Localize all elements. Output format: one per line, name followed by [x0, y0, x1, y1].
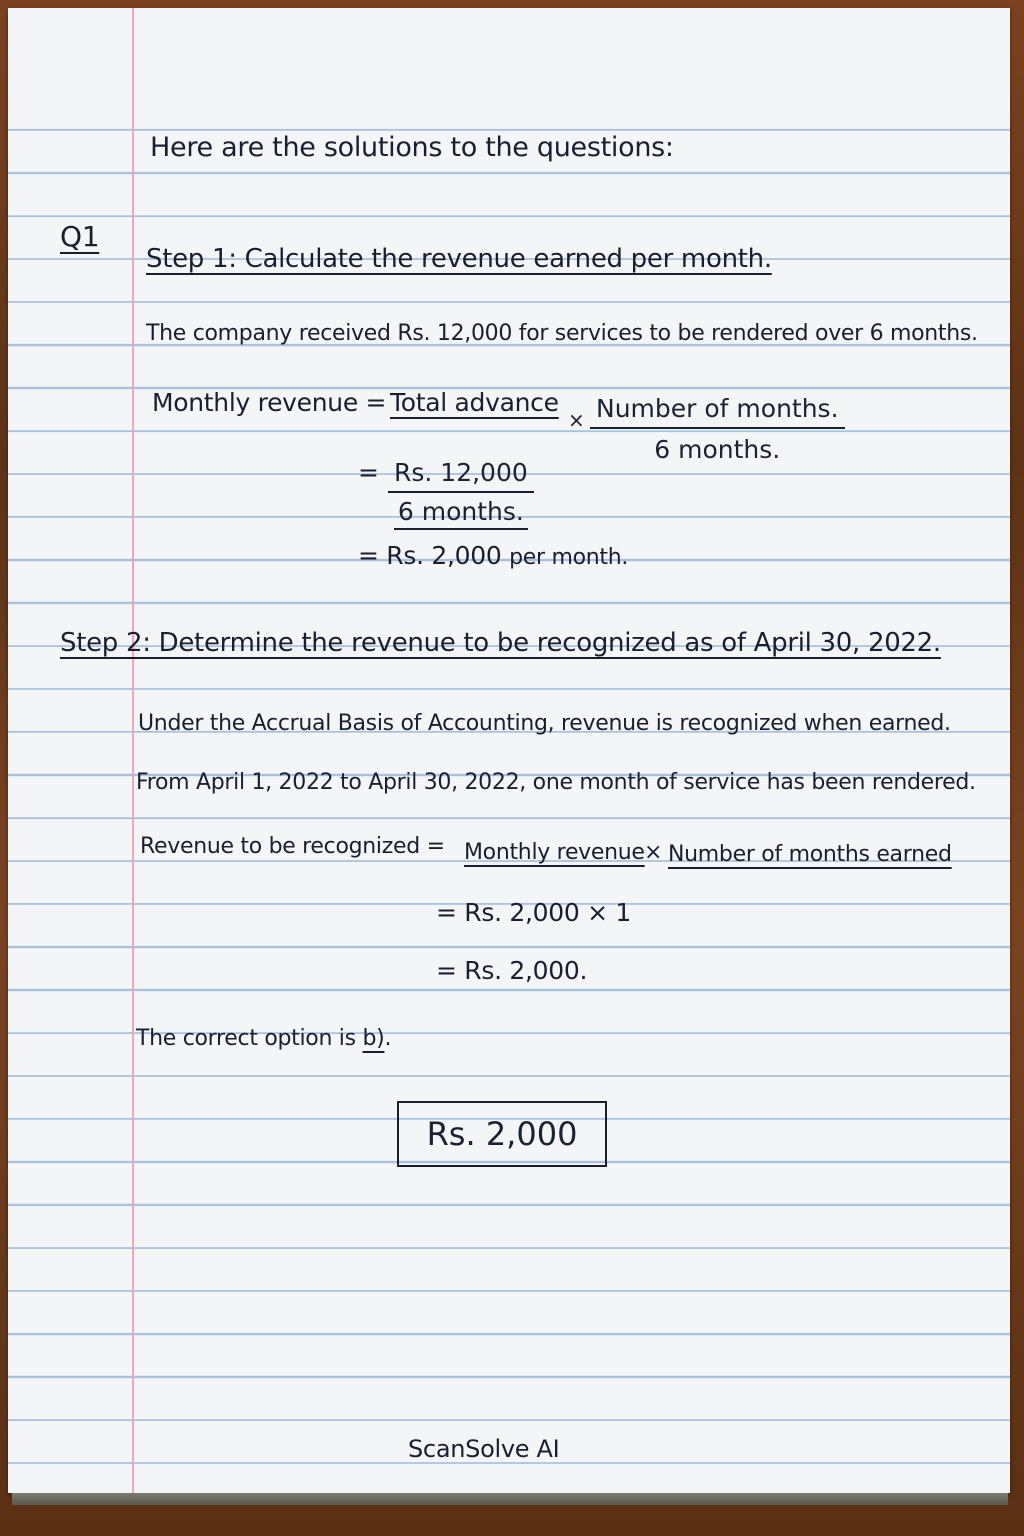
step2-formula-term1: Monthly revenue	[464, 840, 645, 865]
conclusion-option: b)	[362, 1026, 385, 1051]
step2-formula-lhs: Revenue to be recognized =	[140, 834, 445, 859]
step2-times-sign: ×	[644, 840, 663, 865]
step1-formula-lhs: Monthly revenue =	[152, 388, 387, 417]
step1-eq2-numerator: Rs. 12,000	[388, 458, 534, 493]
notebook-paper	[8, 8, 1010, 1493]
conclusion	[136, 1026, 391, 1051]
step1-eq2-sign: =	[358, 458, 379, 487]
step2-eq3: = Rs. 2,000.	[436, 956, 588, 985]
red-margin-line	[132, 8, 134, 1493]
step2-eq2: = Rs. 2,000 × 1	[436, 898, 631, 927]
step1-formula-term1: Total advance	[390, 388, 559, 417]
intro-text: Here are the solutions to the questions:	[150, 132, 674, 163]
step2-formula-term2: Number of months earned	[668, 842, 952, 867]
step1-eq3	[358, 541, 628, 570]
step1-eq2-fraction	[388, 458, 534, 530]
step1-eq3-value: = Rs. 2,000	[358, 541, 502, 570]
conclusion-prefix: The correct option is	[136, 1026, 356, 1051]
step2-heading: Step 2: Determine the revenue to be recognized as of April 30, 2022.	[60, 628, 941, 658]
question-label: Q1	[60, 220, 100, 253]
step1-text: The company received Rs. 12,000 for services to be rendered over 6 months.	[146, 321, 978, 346]
paper-stack-edge	[12, 1493, 1008, 1505]
footer-brand: ScanSolve AI	[408, 1435, 560, 1463]
step1-times-sign: ×	[568, 408, 585, 432]
final-answer: Rs. 2,000	[426, 1115, 578, 1153]
paper-header-area	[8, 8, 1010, 128]
final-answer-box	[397, 1101, 607, 1167]
step2-text2: From April 1, 2022 to April 30, 2022, one month of service has been rendered.	[136, 770, 976, 795]
step1-eq2-denominator: 6 months.	[394, 493, 528, 530]
step1-heading: Step 1: Calculate the revenue earned per month.	[146, 244, 772, 274]
step1-eq3-suffix: per month.	[509, 545, 629, 570]
step2-text1: Under the Accrual Basis of Accounting, revenue is recognized when earned.	[138, 711, 951, 736]
step1-fraction-numerator: Number of months.	[590, 394, 845, 429]
step1-fraction-denominator: 6 months.	[654, 435, 781, 464]
step1-fraction	[590, 394, 845, 464]
conclusion-suffix: .	[384, 1026, 392, 1051]
